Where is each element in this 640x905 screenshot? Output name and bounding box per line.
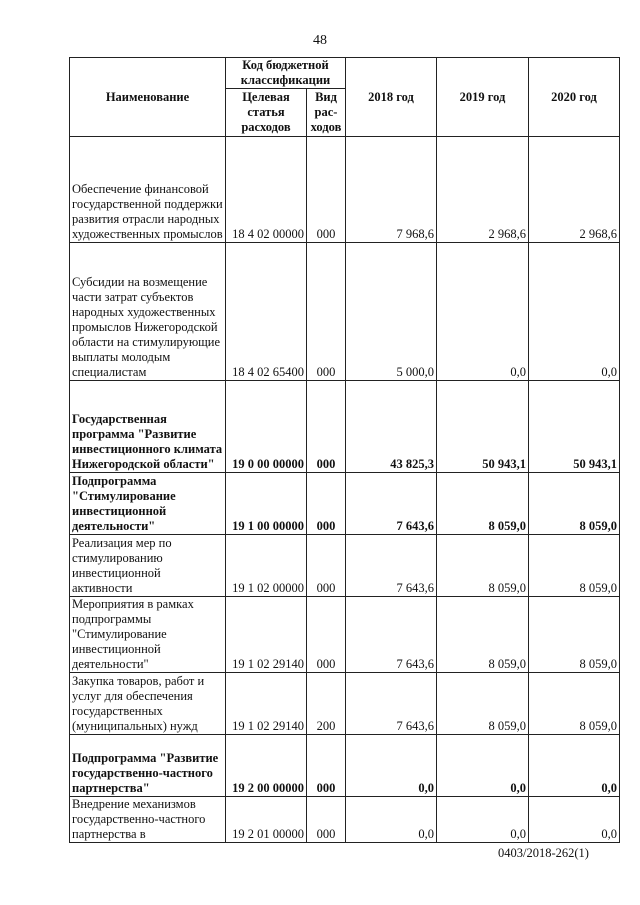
row-2018: 7 643,6 <box>346 597 437 673</box>
row-2018: 0,0 <box>346 797 437 843</box>
row-2020: 8 059,0 <box>529 673 620 735</box>
row-2020: 2 968,6 <box>529 137 620 243</box>
row-kind: 000 <box>307 243 346 381</box>
row-2020: 50 943,1 <box>529 381 620 473</box>
row-kind: 000 <box>307 381 346 473</box>
header-name: Наименование <box>70 58 226 137</box>
row-2019: 0,0 <box>437 243 529 381</box>
table-row <box>70 473 620 535</box>
table-row <box>70 381 620 473</box>
row-2018: 7 643,6 <box>346 673 437 735</box>
row-2018: 7 968,6 <box>346 137 437 243</box>
row-2019: 0,0 <box>437 735 529 797</box>
row-2018: 7 643,6 <box>346 473 437 535</box>
header-2020: 2020 год <box>529 58 620 137</box>
row-code: 19 2 01 00000 <box>226 797 307 843</box>
row-2019: 2 968,6 <box>437 137 529 243</box>
row-2019: 50 943,1 <box>437 381 529 473</box>
row-name: Мероприятия в рамках подпрограммы "Стимулирование инвестиционной деятельности" <box>70 597 226 673</box>
table-row <box>70 597 620 673</box>
row-kind: 000 <box>307 137 346 243</box>
row-2018: 5 000,0 <box>346 243 437 381</box>
row-kind: 000 <box>307 597 346 673</box>
row-2018: 43 825,3 <box>346 381 437 473</box>
row-code: 18 4 02 65400 <box>226 243 307 381</box>
row-code: 19 2 00 00000 <box>226 735 307 797</box>
row-2019: 8 059,0 <box>437 673 529 735</box>
row-2020: 8 059,0 <box>529 473 620 535</box>
row-kind: 000 <box>307 735 346 797</box>
row-kind: 000 <box>307 797 346 843</box>
row-kind: 000 <box>307 535 346 597</box>
row-code: 19 1 02 29140 <box>226 673 307 735</box>
row-code: 19 0 00 00000 <box>226 381 307 473</box>
table-row <box>70 137 620 243</box>
row-name: Государственная программа "Развитие инвестиционного климата Нижегородской области" <box>70 381 226 473</box>
row-kind: 200 <box>307 673 346 735</box>
table-header <box>70 58 620 137</box>
row-2019: 0,0 <box>437 797 529 843</box>
table-row <box>70 673 620 735</box>
row-2020: 0,0 <box>529 797 620 843</box>
row-name: Субсидии на возмещение части затрат субъектов народных художественных промыслов Нижегородской области на стимулирующие выплаты молодым специалистам <box>70 243 226 381</box>
table-row <box>70 243 620 381</box>
table-body <box>70 137 620 843</box>
table-row <box>70 535 620 597</box>
row-2019: 8 059,0 <box>437 473 529 535</box>
budget-table <box>69 57 620 843</box>
table-row <box>70 797 620 843</box>
header-kind: Вид рас-ходов <box>307 89 346 137</box>
row-2019: 8 059,0 <box>437 535 529 597</box>
row-name: Подпрограмма "Стимулирование инвестиционной деятельности" <box>70 473 226 535</box>
row-2018: 7 643,6 <box>346 535 437 597</box>
row-2019: 8 059,0 <box>437 597 529 673</box>
header-2019: 2019 год <box>437 58 529 137</box>
row-code: 19 1 00 00000 <box>226 473 307 535</box>
row-2020: 8 059,0 <box>529 535 620 597</box>
header-code-group: Код бюджетной классификации <box>226 58 346 89</box>
header-target: Целевая статья расходов <box>226 89 307 137</box>
row-name: Закупка товаров, работ и услуг для обеспечения государственных (муниципальных) нужд <box>70 673 226 735</box>
document-code: 0403/2018-262(1) <box>498 846 589 860</box>
row-code: 19 1 02 29140 <box>226 597 307 673</box>
table-row <box>70 735 620 797</box>
row-2020: 8 059,0 <box>529 597 620 673</box>
page-number: 48 <box>313 33 327 48</box>
row-name: Подпрограмма "Развитие государственно-частного партнерства" <box>70 735 226 797</box>
row-name: Внедрение механизмов государственно-частного партнерства в <box>70 797 226 843</box>
row-kind: 000 <box>307 473 346 535</box>
row-code: 18 4 02 00000 <box>226 137 307 243</box>
row-code: 19 1 02 00000 <box>226 535 307 597</box>
row-2018: 0,0 <box>346 735 437 797</box>
row-name: Реализация мер по стимулированию инвестиционной активности <box>70 535 226 597</box>
header-2018: 2018 год <box>346 58 437 137</box>
row-name: Обеспечение финансовой государственной поддержки развития отрасли народных художественных промыслов <box>70 137 226 243</box>
row-2020: 0,0 <box>529 735 620 797</box>
row-2020: 0,0 <box>529 243 620 381</box>
